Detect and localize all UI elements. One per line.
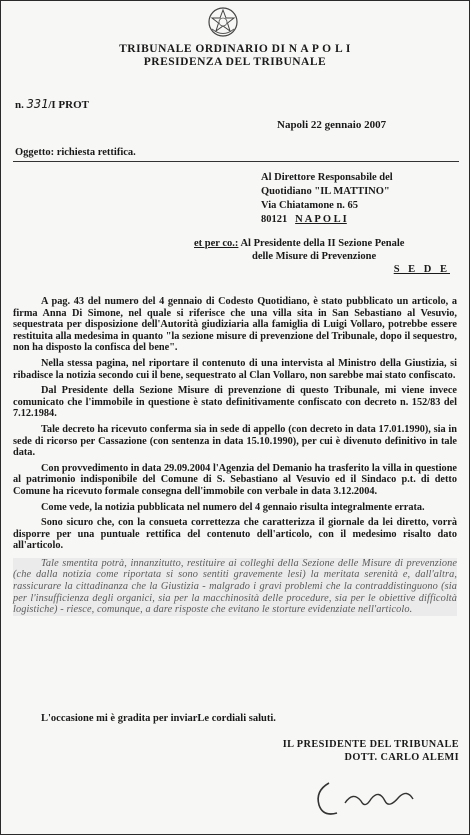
signatory-name: DOTT. CARLO ALEMI (344, 752, 459, 763)
protocol-number (15, 97, 89, 111)
letter-date: Napoli 22 gennaio 2007 (277, 119, 387, 131)
cc-label: et per co.: (194, 238, 239, 249)
cc-line-2: delle Misure di Prevenzione (252, 251, 377, 262)
cc-address (194, 237, 466, 276)
court-office: PRESIDENZA DEL TRIBUNALE (143, 56, 327, 68)
protocol-handwritten-number: 331 (26, 97, 49, 111)
letter-body (13, 296, 457, 620)
cc-text: Al Presidente della II Sezione Penale (240, 238, 405, 249)
closing-line: L'occasione mi è gradita per inviarLe cordiali saluti. (41, 713, 276, 724)
cc-line (194, 237, 466, 250)
recipient-city: N A P O L I (295, 214, 347, 225)
body-paragraph: Dal Presidente della Sezione Misure di prevenzione di questo Tribunale, mi viene invece comunicato che l'immobile in questione è stato definitivamente confiscato con decreto n. 152/83 del 7.12.1984. (13, 385, 457, 420)
recipient-line: Quotidiano "IL MATTINO" (261, 186, 390, 197)
body-paragraph: Con provvedimento in data 29.09.2004 l'Agenzia del Demanio ha trasferito la villa in questione al patrimonio indisponibile del Comune di S. Sebastiano al Vesuvio ed il Sindaco p.t. di detto Comune ha ricevuto formale consegna dell'immobile con verbale in data 3.12.2004. (13, 462, 457, 497)
recipient-line: Al Direttore Responsabile del (261, 172, 393, 183)
recipient-address (261, 171, 393, 227)
recipient-cap: 80121 (261, 214, 288, 225)
body-paragraph: A pag. 43 del numero del 4 gennaio di Codesto Quotidiano, è stato pubblicato un articolo, a firma Anna Di Simone, nel quale si riferisce che una villa sita in San Sebastiano al Vesuvio, sequestrata per disposizione dell'Autorità giudiziaria alla famiglia di Luigi Vollaro, potrebbe essere restituita alla medesima in quanto "la sezione misure di prevenzione del Tribunale, dopo il sequestro, non ha disposto la confisca del bene". (13, 296, 457, 354)
subject-line: Oggetto: richiesta rettifica. (15, 147, 136, 158)
court-name: TRIBUNALE ORDINARIO DI N A P O L I (119, 43, 351, 55)
protocol-prefix: n. (15, 99, 24, 111)
subject-divider (13, 161, 459, 162)
body-paragraph: Nella stessa pagina, nel riportare il contenuto di una intervista al Ministro della Giustizia, si ribadisce la notizia secondo cui il bene, sequestrato al Clan Vollaro, non sarebbe mai stato confiscato. (13, 357, 457, 381)
body-paragraph-faded: Tale smentita potrà, innanzitutto, restituire ai colleghi della Sezione delle Misure di prevenzione (che dalla notizia come riportata si sono sentiti gravemente lesi) la meritata serenità e, dall'altra, rassicurare la cittadinanza che la Giustizia - malgrado i gravi problemi che la contraddistinguono (sia per l'insufficienza degli organici, sia per la macchinosità delle procedure, sia per le obiettive difficoltà logistiche) - riesce, comunque, a dare risposte che evitano le storture evidenziate nell'articolo. (13, 557, 457, 616)
body-paragraph: Come vede, la notizia pubblicata nel numero del 4 gennaio risulta integralmente errata. (41, 501, 425, 513)
body-paragraph: Tale decreto ha ricevuto conferma sia in sede di appello (con decreto in data 17.01.1990), sia in sede di ricorso per Cassazione (con sentenza in data 15.10.1990), per cui è divenuto definitivo in tale data. (13, 423, 457, 459)
handwritten-signature-icon (309, 765, 439, 825)
body-paragraph: Sono sicuro che, con la consueta correttezza che caratterizza il giornale da lei diretto, vorrà disporre per una puntuale rettifica del contenuto dell'articolo, con il medesimo risalto dato all'articolo. (13, 517, 457, 552)
recipient-line: Via Chiatamone n. 65 (261, 200, 359, 211)
protocol-suffix: /I PROT (48, 99, 89, 111)
republic-emblem-icon (206, 5, 240, 39)
recipient-city-line (261, 213, 393, 227)
cc-sede: S E D E (393, 264, 450, 275)
signatory-title: IL PRESIDENTE DEL TRIBUNALE (282, 739, 459, 750)
